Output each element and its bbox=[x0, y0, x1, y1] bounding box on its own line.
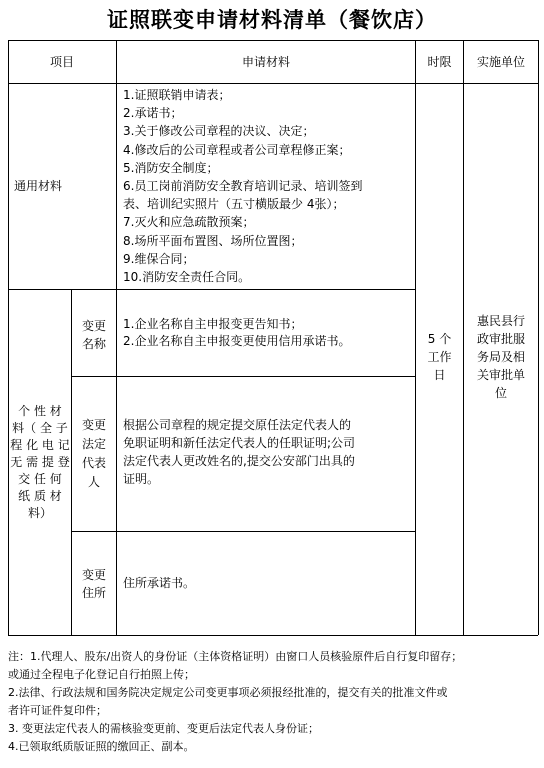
material-line: 10.消防安全责任合同。 bbox=[123, 270, 251, 285]
header-unit: 实施单位 bbox=[476, 54, 525, 69]
material-line: 6.员工岗前消防安全教育培训记录、培训签到 bbox=[123, 179, 363, 194]
change-name-materials bbox=[123, 316, 413, 350]
header-materials: 申请材料 bbox=[241, 54, 290, 69]
note-line: 注：1.代理人、股东/出资人的身份证（主体资格证明）由窗口人员核验原件后自行复印留存； bbox=[8, 650, 463, 663]
header-time-limit: 时限 bbox=[427, 54, 452, 69]
material-line: 住所承诺书。 bbox=[123, 576, 196, 590]
general-materials-label: 通用材料 bbox=[14, 179, 63, 193]
time-limit-value: 5 个 工作 日 bbox=[427, 332, 452, 382]
note-line: 或通过全程电子化登记自行拍照上传； bbox=[8, 668, 195, 681]
change-legal-rep-materials bbox=[123, 416, 413, 488]
material-line: 8.场所平面布置图、场所位置图； bbox=[123, 233, 303, 248]
note-line: 4.已领取纸质版证照的缴回正、副本。 bbox=[8, 740, 195, 753]
change-name-label: 变更 名称 bbox=[81, 319, 106, 351]
material-line: 4.修改后的公司章程或者公司章程修正案； bbox=[123, 142, 351, 157]
material-line: 7.灭火和应急疏散预案； bbox=[123, 215, 255, 230]
material-line: 1.证照联销申请表； bbox=[123, 88, 231, 102]
material-line: 免职证明和新任法定代表人的任职证明;公司 bbox=[123, 436, 356, 450]
material-line: 2.承诺书； bbox=[123, 106, 183, 121]
implementing-unit: 惠民县行 政审批服 务局及相 关审批单 位 bbox=[476, 314, 525, 400]
notes-section bbox=[8, 648, 538, 756]
material-line: 2.企业名称自主申报变更使用信用承诺书。 bbox=[123, 334, 351, 348]
change-address-label: 变更 住所 bbox=[81, 567, 106, 600]
header-item: 项目 bbox=[49, 54, 74, 69]
general-materials-list bbox=[123, 86, 413, 286]
material-line: 证明。 bbox=[123, 472, 160, 486]
note-line: 2.法律、行政法规和国务院决定规定公司变更事项必须报经批准的，提交有关的批准文件或 bbox=[8, 686, 448, 699]
page-title: 证照联变申请材料清单（餐饮店） bbox=[107, 8, 437, 32]
material-line: 根据公司章程的规定提交原任法定代表人的 bbox=[123, 418, 352, 432]
personal-materials-label: 个 性 材 料（ 全 子 程 化 电 记 无 需 提 登 交 任 何 纸 质 材 料） bbox=[10, 404, 70, 520]
material-line: 9.维保合同； bbox=[123, 251, 195, 266]
material-line: 法定代表人更改姓名的,提交公安部门出具的 bbox=[123, 454, 355, 468]
material-line: 5.消防安全制度； bbox=[123, 160, 219, 175]
note-line: 3. 变更法定代表人的需核验变更前、变更后法定代表人身份证； bbox=[8, 722, 319, 735]
material-line: 表、培训纪实照片（五寸横版最少 4张）； bbox=[123, 197, 345, 212]
change-legal-rep-label: 变更 法定 代表 人 bbox=[81, 418, 106, 489]
note-line: 者许可证件复印件； bbox=[8, 704, 107, 717]
material-line: 3.关于修改公司章程的决议、决定； bbox=[123, 124, 315, 139]
material-line: 1.企业名称自主申报变更告知书； bbox=[123, 317, 303, 331]
change-address-materials bbox=[123, 532, 413, 635]
